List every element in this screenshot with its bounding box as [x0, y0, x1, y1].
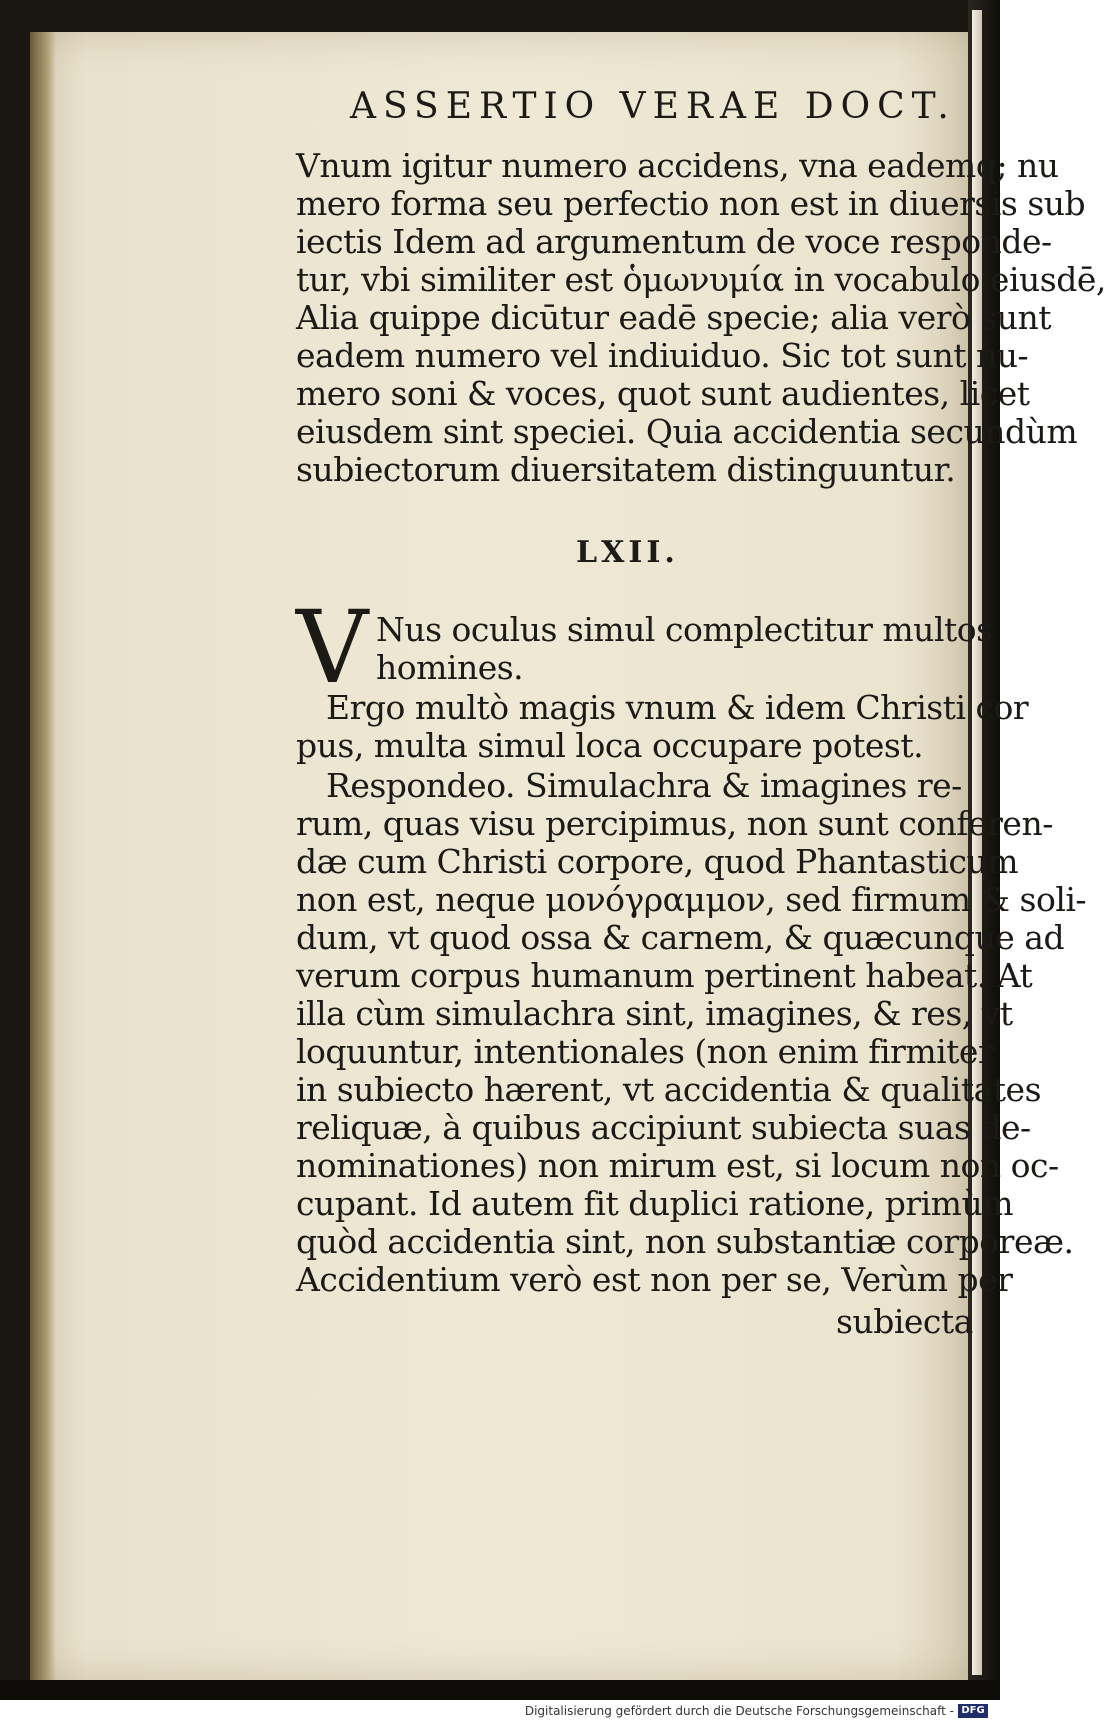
text-line: loquuntur, intentionales (non enim firmiter [296, 1032, 994, 1071]
funding-note: Digitalisierung gefördert durch die Deutsche Forschungsgemeinschaft - [524, 1704, 954, 1718]
text-line: Alia quippe dicūtur eadē specie; alia verò sunt [296, 298, 1052, 337]
text-line: mero forma seu perfectio non est in diuersis sub [296, 184, 1086, 223]
dfg-logo: DFG [958, 1704, 988, 1718]
text-line: eiusdem sint speciei. Quia accidentia secundùm [296, 412, 1078, 451]
running-head: ASSERTIO VERAE DOCT. [350, 86, 956, 127]
text-line: rum, quas visu percipimus, non sunt conferen- [296, 804, 1053, 843]
drop-cap: V [296, 589, 369, 706]
text-line: Ergo multò magis vnum & idem Christi cor [326, 688, 1029, 727]
text-line: Nus oculus simul complectitur multos [376, 610, 993, 649]
text-line: homines. [376, 648, 524, 687]
text-line: Accidentium verò est non per se, Verùm per [296, 1260, 1013, 1299]
text-line: reliquæ, à quibus accipiunt subiecta suas de- [296, 1108, 1031, 1147]
text-line: iectis Idem ad argumentum de voce responde- [296, 222, 1052, 261]
text-line: subiectorum diuersitatem distinguuntur. [296, 450, 956, 489]
text-line: eadem numero vel indiuiduo. Sic tot sunt nu- [296, 336, 1029, 375]
page-gutter [30, 32, 56, 1680]
text-line: mero soni & voces, quot sunt audientes, licet [296, 374, 1030, 413]
text-line: Respondeo. Simulachra & imagines re- [326, 766, 962, 805]
text-line: in subiecto hærent, vt accidentia & qualitates [296, 1070, 1042, 1109]
text-line: nominationes) non mirum est, si locum non oc- [296, 1146, 1059, 1185]
text-line: dæ cum Christi corpore, quod Phantasticum [296, 842, 1019, 881]
text-line: illa cùm simulachra sint, imagines, & res, vt [296, 994, 1013, 1033]
bottom-edge [0, 1680, 1000, 1700]
text-line: tur, vbi similiter est ὁμωνυμία in vocabulo eiusdē, [296, 260, 1106, 299]
text-line: cupant. Id autem fit duplici ratione, primùm [296, 1184, 1014, 1223]
text-line: dum, vt quod ossa & carnem, & quæcunque ad [296, 918, 1065, 957]
catchword: subiecta [836, 1302, 973, 1341]
text-line: verum corpus humanum pertinent habeat. At [296, 956, 1033, 995]
text-line: quòd accidentia sint, non substantiæ corporeæ. [296, 1222, 1074, 1261]
text-line: pus, multa simul loca occupare potest. [296, 726, 924, 765]
text-line: non est, neque μονόγραμμον, sed firmum & soli- [296, 880, 1087, 919]
text-line: Vnum igitur numero accidens, vna eademq; nu [296, 146, 1059, 185]
section-number: LXII. [576, 535, 679, 570]
